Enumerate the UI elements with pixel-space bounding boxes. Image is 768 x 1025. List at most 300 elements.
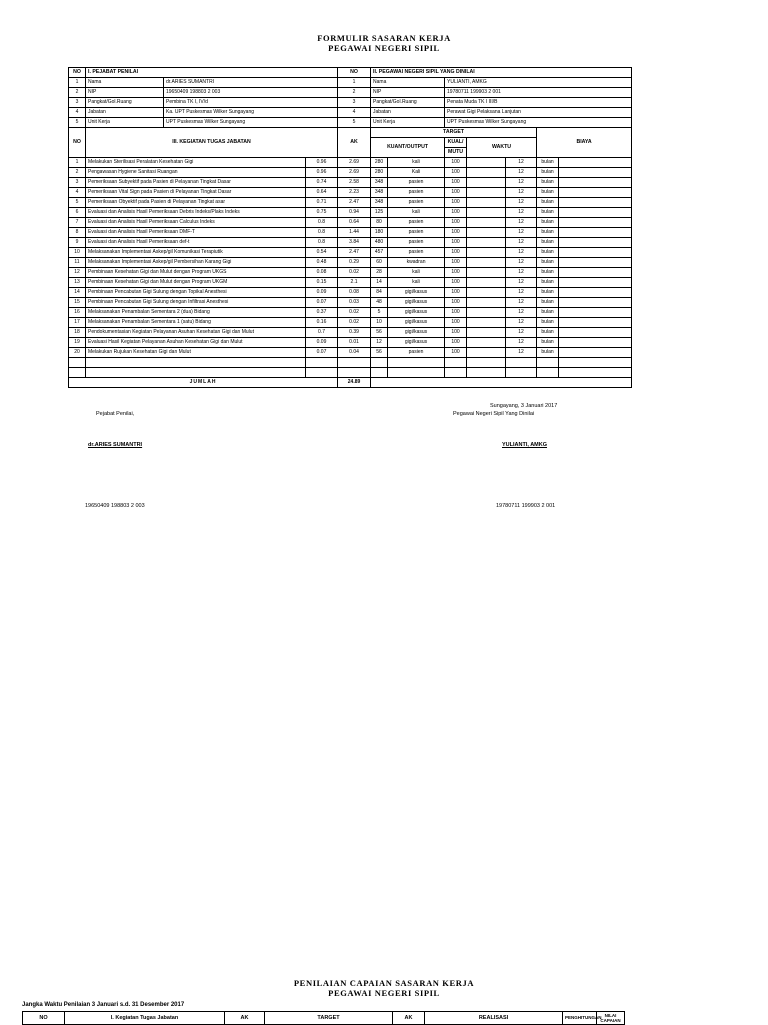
activity-no: 11 [69, 258, 86, 268]
activity-ak-total: 0.64 [338, 218, 371, 228]
empty-cell [338, 368, 371, 378]
activity-mutu: 100 [445, 298, 467, 308]
activity-name: Melakukan Sterilisasi Peralatan Kesehatan Gigi [86, 158, 306, 168]
waktu-header: WAKTU [467, 138, 537, 158]
activity-name-header: III. KEGIATAN TUGAS JABATAN [86, 128, 338, 158]
activity-no: 4 [69, 188, 86, 198]
empty-cell [69, 358, 86, 368]
activity-mutu: 100 [445, 308, 467, 318]
activity-mutu: 100 [445, 198, 467, 208]
official-no2: 4 [338, 108, 371, 118]
activity-waktu-unit: bulan [537, 278, 559, 288]
evaluator-section-title: I. PEJABAT PENILAI [86, 68, 338, 78]
activity-waktu: 12 [506, 288, 537, 298]
official-label2: Pangkat/Gol.Ruang [371, 98, 445, 108]
activity-name: Melakukan Rujukan Kesehatan Gigi dan Mulut [86, 348, 306, 358]
empty-cell [537, 358, 559, 368]
activity-mutu: 100 [445, 258, 467, 268]
activity-ak-total: 0.04 [338, 348, 371, 358]
activity-waktu-empty [467, 168, 506, 178]
official-label: Pangkat/Gol.Ruang [86, 98, 164, 108]
activity-ak-total: 2.1 [338, 278, 371, 288]
activity-ak: 0.96 [306, 158, 338, 168]
sign-place-date: Sungayang, 3 Januari 2017 [490, 403, 558, 409]
activity-ak: 0.09 [306, 288, 338, 298]
activity-name: Evaluasi dan Analisis Hasil Pemeriksaan Debris Indeks/Plaks Indeks [86, 208, 306, 218]
empty-cell [506, 358, 537, 368]
achievement-table [22, 1011, 625, 1025]
activity-name: Pembinaan Pencabutan Gigi Sulung dengan Topikal Anesthesi [86, 288, 306, 298]
activity-kuant: 84 [371, 288, 388, 298]
activity-unit: pasien [388, 238, 445, 248]
activity-no: 10 [69, 248, 86, 258]
empty-row [69, 368, 632, 378]
activity-row [69, 168, 632, 178]
activity-waktu: 12 [506, 318, 537, 328]
official-value: dr.ARIES SUMANTRI [164, 78, 338, 88]
activity-mutu: 100 [445, 348, 467, 358]
activity-row [69, 278, 632, 288]
form2-capaian-label: CAPAIAN [600, 1018, 621, 1023]
activity-ak: 0.96 [306, 168, 338, 178]
activity-ak: 0.7 [306, 328, 338, 338]
employee-section-title: II. PEGAWAI NEGERI SIPIL YANG DINILAI [371, 68, 632, 78]
activity-biaya [559, 328, 632, 338]
activity-waktu: 12 [506, 298, 537, 308]
official-label: Nama [86, 78, 164, 88]
activity-ak-total: 2.69 [338, 158, 371, 168]
activity-ak: 0.07 [306, 348, 338, 358]
activity-no: 16 [69, 308, 86, 318]
activity-mutu: 100 [445, 278, 467, 288]
form2-nilai-label: NILAI [604, 1013, 617, 1018]
activity-ak: 0.37 [306, 308, 338, 318]
activity-biaya [559, 298, 632, 308]
activity-ak-total: 0.29 [338, 258, 371, 268]
activity-biaya [559, 178, 632, 188]
activity-waktu-empty [467, 278, 506, 288]
activity-waktu-empty [467, 308, 506, 318]
official-label: Unit Kerja [86, 118, 164, 128]
activity-ak-total: 0.08 [338, 288, 371, 298]
activity-mutu: 100 [445, 338, 467, 348]
official-no: 4 [69, 108, 86, 118]
empty-cell [338, 358, 371, 368]
activity-row [69, 328, 632, 338]
activity-unit: pasien [388, 248, 445, 258]
activity-biaya [559, 168, 632, 178]
activity-waktu-empty [467, 238, 506, 248]
activity-name: Evaluasi dan Analisis Hasil Pemeriksaan DMF-T [86, 228, 306, 238]
activity-name: Evaluasi Hasil Kegiatan Pelayanan Asuhan Kesehatan Gigi dan Mulut [86, 338, 306, 348]
activity-unit: gigi/kasus [388, 298, 445, 308]
official-row [69, 88, 632, 98]
activity-ak: 0.08 [306, 268, 338, 278]
official-value2: Perawat Gigi Pelaksana Lanjutan [445, 108, 632, 118]
activity-kuant: 480 [371, 238, 388, 248]
activity-unit: gigi/kasus [388, 308, 445, 318]
activity-waktu: 12 [506, 328, 537, 338]
activity-name: Pembinaan Kesehatan Gigi dan Mulut dengan Program UKGS [86, 268, 306, 278]
activity-mutu: 100 [445, 318, 467, 328]
activity-waktu-empty [467, 318, 506, 328]
empty-cell [371, 358, 388, 368]
activity-kuant: 280 [371, 168, 388, 178]
activity-mutu: 100 [445, 208, 467, 218]
official-value: 19650409 198803 2 003 [164, 88, 338, 98]
activity-no: 13 [69, 278, 86, 288]
activity-row [69, 178, 632, 188]
official-label2: Unit Kerja [371, 118, 445, 128]
activity-kuant: 80 [371, 218, 388, 228]
empty-cell [86, 368, 306, 378]
form2-nilai-header [597, 1012, 625, 1025]
activity-biaya [559, 198, 632, 208]
empty-cell [86, 358, 306, 368]
form2-target-header: TARGET [265, 1012, 393, 1025]
empty-cell [559, 368, 632, 378]
form2-title: PENILAIAN CAPAIAN SASARAN KERJA [293, 978, 475, 988]
activity-waktu: 12 [506, 208, 537, 218]
activity-kuant: 28 [371, 268, 388, 278]
activity-waktu-empty [467, 298, 506, 308]
activity-mutu: 100 [445, 168, 467, 178]
activity-no: 8 [69, 228, 86, 238]
activity-unit: kwadran [388, 258, 445, 268]
activity-ak-header: AK [338, 128, 371, 158]
activity-no: 17 [69, 318, 86, 328]
official-value2: 19780711 199903 2 001 [445, 88, 632, 98]
activity-biaya [559, 348, 632, 358]
activity-kuant: 48 [371, 298, 388, 308]
activity-row [69, 248, 632, 258]
total-label: JUMLAH [69, 378, 338, 388]
activity-waktu-empty [467, 208, 506, 218]
empty-cell [306, 358, 338, 368]
activity-waktu: 12 [506, 338, 537, 348]
activity-waktu-unit: bulan [537, 198, 559, 208]
empty-cell [388, 358, 445, 368]
activity-unit: Kali [388, 168, 445, 178]
activity-biaya [559, 308, 632, 318]
activity-waktu: 12 [506, 238, 537, 248]
activity-unit: pasien [388, 218, 445, 228]
activity-row [69, 258, 632, 268]
activity-no: 2 [69, 168, 86, 178]
official-label: Jabatan [86, 108, 164, 118]
form2-penghitungan-header: PENGHITUNGAN [563, 1012, 597, 1025]
activity-ak-total: 0.39 [338, 328, 371, 338]
official-label: NIP [86, 88, 164, 98]
official-value: Pembina TK I, IV/d [164, 98, 338, 108]
activity-ak: 0.8 [306, 228, 338, 238]
activity-no: 7 [69, 218, 86, 228]
official-label2: Nama [371, 78, 445, 88]
activity-name: Melaksanakan Penambalan Sementara 1 (satu) Bidang [86, 318, 306, 328]
form2-realisasi-header: REALISASI [425, 1012, 563, 1025]
evaluator-nip: 19650409 198803 2 003 [85, 503, 145, 509]
activity-name: Melaksanakan Penambalan Sementara 2 (dua) Bidang [86, 308, 306, 318]
activity-ak: 0.15 [306, 278, 338, 288]
activity-kuant: 56 [371, 348, 388, 358]
activity-waktu: 12 [506, 178, 537, 188]
official-label2: NIP [371, 88, 445, 98]
activity-waktu-empty [467, 248, 506, 258]
empty-cell [506, 368, 537, 378]
activity-row [69, 348, 632, 358]
employee-role: Pegawai Negeri Sipil Yang Dinilai [453, 411, 535, 417]
activity-unit: gigi/kasus [388, 318, 445, 328]
activity-waktu-empty [467, 218, 506, 228]
activity-unit: kali [388, 208, 445, 218]
activity-waktu: 12 [506, 198, 537, 208]
activity-ak-total: 0.02 [338, 268, 371, 278]
activity-ak-total: 2.47 [338, 198, 371, 208]
official-row [69, 118, 632, 128]
activity-biaya [559, 228, 632, 238]
activity-row [69, 268, 632, 278]
activity-row [69, 308, 632, 318]
form2-subtitle: PEGAWAI NEGERI SIPIL [328, 988, 440, 998]
activity-waktu-empty [467, 228, 506, 238]
activity-no-header: NO [69, 128, 86, 158]
activity-no: 12 [69, 268, 86, 278]
activity-row [69, 158, 632, 168]
evaluator-role: Pejabat Penilai, [96, 411, 135, 417]
activity-name: Pembinaan Kesehatan Gigi dan Mulut dengan Program UKGM [86, 278, 306, 288]
activity-kuant: 348 [371, 198, 388, 208]
empty-row [69, 358, 632, 368]
activity-biaya [559, 338, 632, 348]
activity-waktu-empty [467, 268, 506, 278]
activity-name: Pemeriksaan Subyektif pada Pasien di Pelayanan Tingkat Dasar [86, 178, 306, 188]
activity-no: 19 [69, 338, 86, 348]
activity-name: Melaksanakan Implementasi Askep/gil Pembersihan Karang Gigi [86, 258, 306, 268]
official-no2: 1 [338, 78, 371, 88]
activity-row [69, 338, 632, 348]
activity-row [69, 208, 632, 218]
activity-biaya [559, 278, 632, 288]
activity-waktu-empty [467, 178, 506, 188]
activity-kuant: 10 [371, 318, 388, 328]
activity-ak: 0.54 [306, 248, 338, 258]
activity-waktu-empty [467, 288, 506, 298]
activity-ak: 0.71 [306, 198, 338, 208]
official-value2: UPT Puskesmas Wilker Sungayang [445, 118, 632, 128]
official-row [69, 78, 632, 88]
activity-row [69, 198, 632, 208]
total-row [69, 378, 632, 388]
activity-waktu-empty [467, 158, 506, 168]
activity-waktu-unit: bulan [537, 188, 559, 198]
activity-ak: 0.07 [306, 298, 338, 308]
form2-no-header: NO [23, 1012, 65, 1025]
activity-row [69, 188, 632, 198]
activity-waktu-empty [467, 328, 506, 338]
activity-waktu-unit: bulan [537, 208, 559, 218]
empty-cell [467, 358, 506, 368]
period-label: Jangka Waktu Penilaian 3 Januari s.d. 31 Desember 2017 [22, 1002, 185, 1008]
evaluator-name: dr.ARIES SUMANTRI [88, 442, 143, 448]
form-title: FORMULIR SASARAN KERJA [317, 33, 451, 43]
activity-ak-total: 2.47 [338, 248, 371, 258]
activity-mutu: 100 [445, 268, 467, 278]
activity-unit: pasien [388, 348, 445, 358]
no2-header: NO [338, 68, 371, 78]
activity-biaya [559, 318, 632, 328]
activity-waktu-unit: bulan [537, 228, 559, 238]
activity-mutu: 100 [445, 328, 467, 338]
empty-cell [445, 368, 467, 378]
activity-name: Evaluasi dan Analisis Hasil Pemeriksaan Calculus Indeks [86, 218, 306, 228]
activity-row [69, 238, 632, 248]
activity-kuant: 125 [371, 208, 388, 218]
form2-ak2-header: AK [393, 1012, 425, 1025]
activity-biaya [559, 248, 632, 258]
total-empty [371, 378, 632, 388]
official-no: 2 [69, 88, 86, 98]
activity-waktu-unit: bulan [537, 258, 559, 268]
activity-waktu: 12 [506, 248, 537, 258]
activity-waktu: 12 [506, 308, 537, 318]
official-value2: Penata Muda TK I III/B [445, 98, 632, 108]
activity-waktu: 12 [506, 278, 537, 288]
activity-no: 3 [69, 178, 86, 188]
activity-kuant: 56 [371, 328, 388, 338]
official-no: 3 [69, 98, 86, 108]
activity-ak-total: 0.01 [338, 338, 371, 348]
activity-ak: 0.74 [306, 178, 338, 188]
activity-unit: pasien [388, 228, 445, 238]
activity-ak-total: 2.58 [338, 178, 371, 188]
activity-row [69, 228, 632, 238]
activity-waktu-unit: bulan [537, 168, 559, 178]
official-no2: 3 [338, 98, 371, 108]
activity-waktu-unit: bulan [537, 348, 559, 358]
activity-biaya [559, 258, 632, 268]
empty-cell [559, 358, 632, 368]
activity-mutu: 100 [445, 288, 467, 298]
empty-cell [388, 368, 445, 378]
activity-unit: kali [388, 268, 445, 278]
activity-no: 15 [69, 298, 86, 308]
activity-waktu: 12 [506, 158, 537, 168]
activity-waktu: 12 [506, 218, 537, 228]
activity-waktu-unit: bulan [537, 288, 559, 298]
activity-kuant: 12 [371, 338, 388, 348]
activity-waktu: 12 [506, 168, 537, 178]
official-value: Ka. UPT Puskesmas Wilker Sungayang [164, 108, 338, 118]
activity-ak: 0.64 [306, 188, 338, 198]
activity-kuant: 457 [371, 248, 388, 258]
activity-waktu-empty [467, 198, 506, 208]
activity-name: Pemeriksaan Obyektif pada Pasien di Pelayanan Tingkat asar [86, 198, 306, 208]
activity-biaya [559, 218, 632, 228]
activity-ak-total: 0.02 [338, 308, 371, 318]
form-subtitle: PEGAWAI NEGERI SIPIL [328, 43, 440, 53]
activity-no: 5 [69, 198, 86, 208]
officials-header-row [69, 68, 632, 78]
form2-kegiatan-header: I. Kegiatan Tugas Jabatan [65, 1012, 225, 1025]
activity-ak-total: 2.69 [338, 168, 371, 178]
employee-nip: 19780711 199903 2 001 [496, 503, 556, 509]
activity-ak-total: 3.84 [338, 238, 371, 248]
activity-unit: gigi/kasus [388, 288, 445, 298]
activity-mutu: 100 [445, 218, 467, 228]
activity-row [69, 218, 632, 228]
activity-waktu-unit: bulan [537, 268, 559, 278]
activity-ak-total: 1.44 [338, 228, 371, 238]
official-no: 1 [69, 78, 86, 88]
activity-waktu-empty [467, 188, 506, 198]
activity-kuant: 348 [371, 188, 388, 198]
activity-row [69, 298, 632, 308]
activity-waktu-unit: bulan [537, 218, 559, 228]
activity-waktu: 12 [506, 258, 537, 268]
activity-ak-total: 0.02 [338, 318, 371, 328]
activity-waktu-unit: bulan [537, 338, 559, 348]
activity-mutu: 100 [445, 238, 467, 248]
activity-waktu-unit: bulan [537, 328, 559, 338]
official-row [69, 98, 632, 108]
activity-ak: 0.8 [306, 238, 338, 248]
activity-biaya [559, 268, 632, 278]
activity-biaya [559, 188, 632, 198]
activity-biaya [559, 158, 632, 168]
empty-cell [537, 368, 559, 378]
official-no: 5 [69, 118, 86, 128]
skp-table [68, 67, 632, 388]
activity-waktu-unit: bulan [537, 178, 559, 188]
activity-unit: pasien [388, 188, 445, 198]
official-value: UPT Puskesmas Wilker Sungayang [164, 118, 338, 128]
activity-name: Pendokumentasian Kegiatan Pelayanan Asuhan Kesehatan Gigi dan Mulut [86, 328, 306, 338]
form2-ak-header: AK [225, 1012, 265, 1025]
activity-waktu: 12 [506, 228, 537, 238]
activity-unit: gigi/kasus [388, 328, 445, 338]
employee-name: YULIANTI, AMKG [502, 442, 548, 448]
activity-mutu: 100 [445, 248, 467, 258]
activity-ak: 0.48 [306, 258, 338, 268]
activity-ak: 0.75 [306, 208, 338, 218]
activity-no: 1 [69, 158, 86, 168]
activity-header-row [69, 128, 632, 138]
activity-waktu-unit: bulan [537, 158, 559, 168]
empty-cell [445, 358, 467, 368]
activity-mutu: 100 [445, 158, 467, 168]
activity-kuant: 14 [371, 278, 388, 288]
activity-no: 9 [69, 238, 86, 248]
activity-biaya [559, 208, 632, 218]
activity-unit: gigi/kasus [388, 338, 445, 348]
activity-mutu: 100 [445, 188, 467, 198]
activity-ak-total: 0.94 [338, 208, 371, 218]
official-value2: YULIANTI, AMKG [445, 78, 632, 88]
activity-kuant: 5 [371, 308, 388, 318]
activity-kuant: 348 [371, 178, 388, 188]
activity-ak: 0.8 [306, 218, 338, 228]
empty-cell [306, 368, 338, 378]
activity-unit: kali [388, 158, 445, 168]
activity-biaya [559, 238, 632, 248]
activity-no: 18 [69, 328, 86, 338]
activity-kuant: 60 [371, 258, 388, 268]
activity-biaya [559, 288, 632, 298]
official-no2: 2 [338, 88, 371, 98]
activity-no: 6 [69, 208, 86, 218]
activity-waktu-empty [467, 348, 506, 358]
activity-waktu-empty [467, 258, 506, 268]
